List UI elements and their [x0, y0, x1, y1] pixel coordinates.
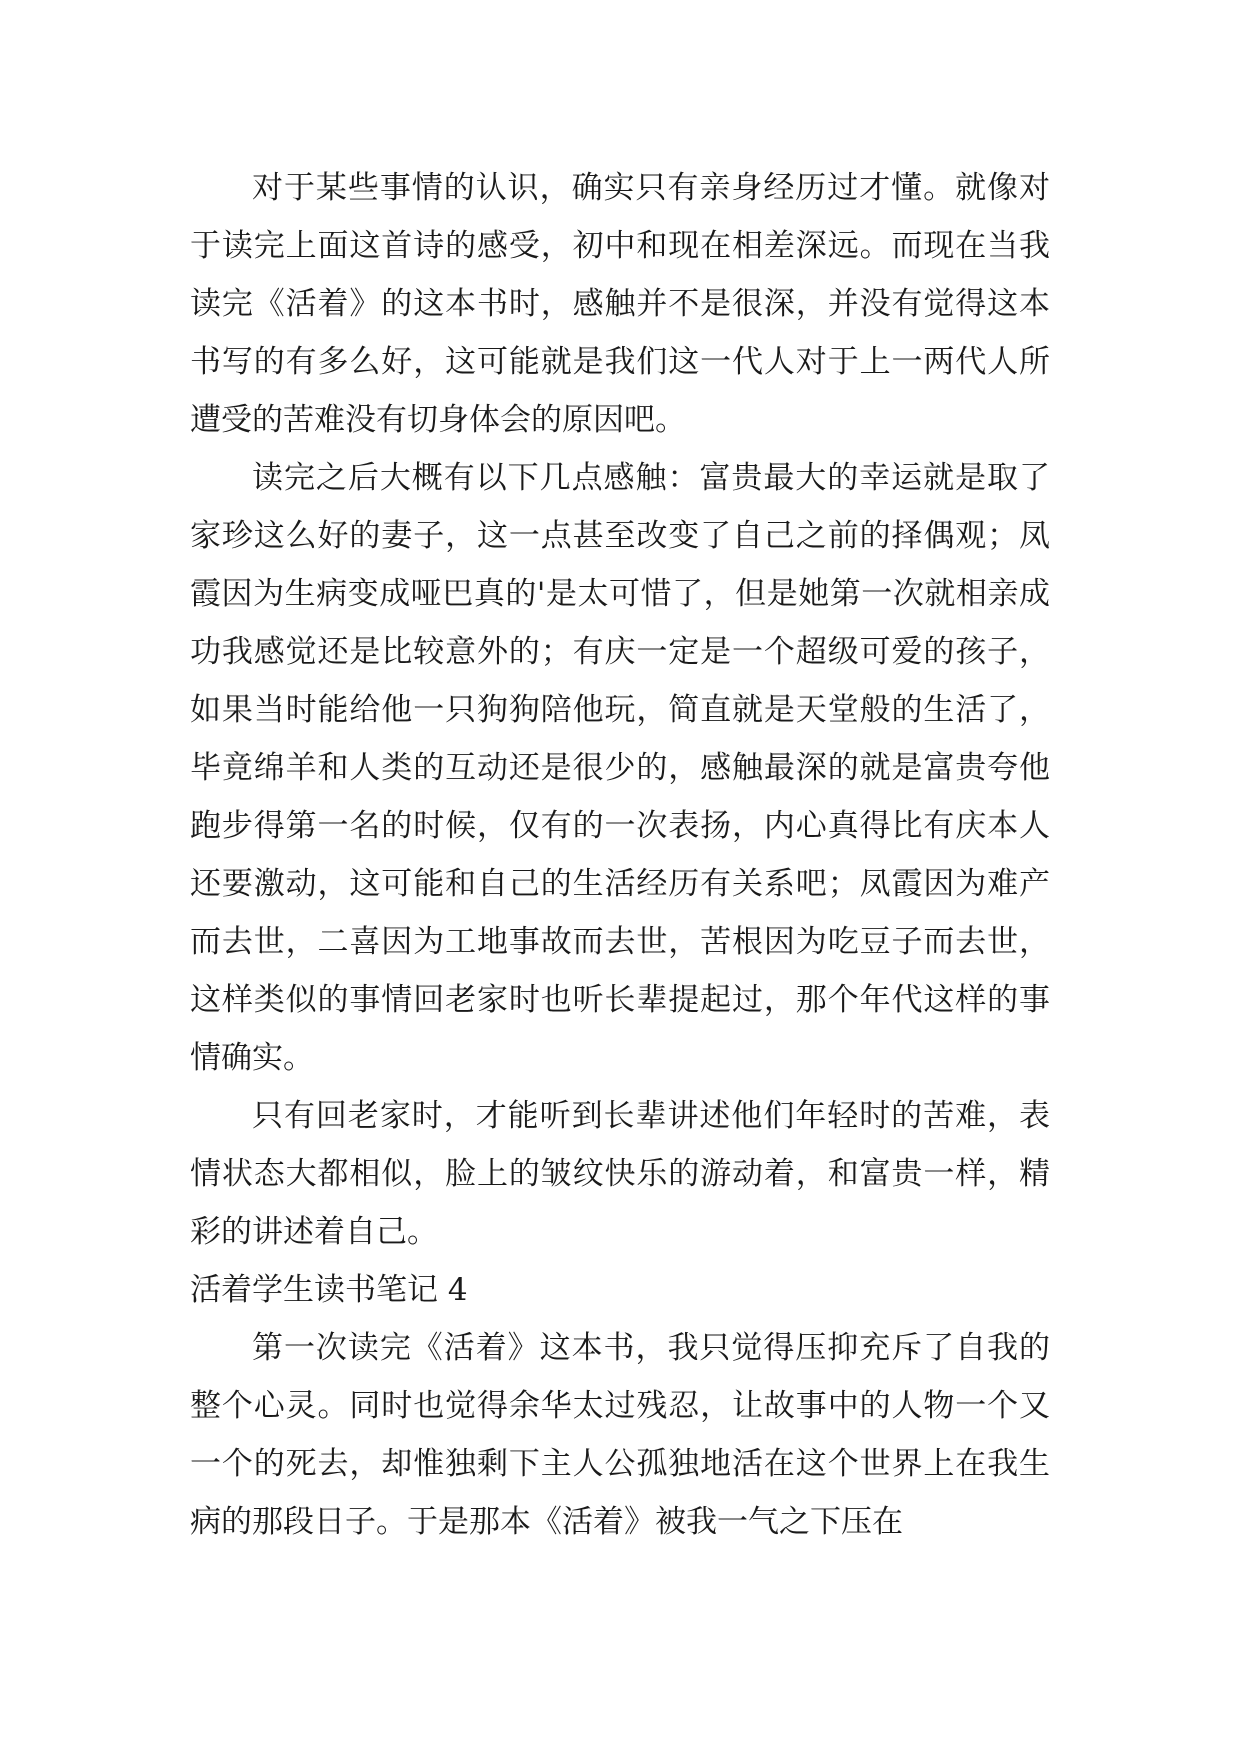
paragraph-1: 对于某些事情的认识，确实只有亲身经历过才懂。就像对于读完上面这首诗的感受，初中和现在相差深远。而现在当我读完《活着》的这本书时，感触并不是很深，并没有觉得这本书写的有多么好，这可能就是我们这一代人对于上一两代人所遭受的苦难没有切身体会的原因吧。: [190, 170, 1050, 438]
section-heading: 活着学生读书笔记 4: [190, 1272, 468, 1308]
paragraph-2: 读完之后大概有以下几点感触：富贵最大的幸运就是取了家珍这么好的妻子，这一点甚至改变了自己之前的择偶观；凤霞因为生病变成哑巴真的'是太可惜了，但是她第一次就相亲成功我感觉还是比较意外的；有庆一定是一个超级可爱的孩子，如果当时能给他一只狗狗陪他玩，简直就是天堂般的生活了，毕竟绵羊和人类的互动还是很少的，感触最深的就是富贵夸他跑步得第一名的时候，仅有的一次表扬，内心真得比有庆本人还要激动，这可能和自己的生活经历有关系吧；凤霞因为难产而去世，二喜因为工地事故而去世，苦根因为吃豆子而去世，这样类似的事情回老家时也听长辈提起过，那个年代这样的事情确实。: [190, 460, 1050, 1076]
document-body: [190, 159, 1050, 1551]
paragraph-3: 只有回老家时，才能听到长辈讲述他们年轻时的苦难，表情状态大都相似，脸上的皱纹快乐的游动着，和富贵一样，精彩的讲述着自己。: [190, 1098, 1050, 1250]
paragraph-4: 第一次读完《活着》这本书，我只觉得压抑充斥了自我的整个心灵。同时也觉得余华太过残忍，让故事中的人物一个又一个的死去，却惟独剩下主人公孤独地活在这个世界上在我生病的那段日子。于是那本《活着》被我一气之下压在: [190, 1330, 1050, 1540]
